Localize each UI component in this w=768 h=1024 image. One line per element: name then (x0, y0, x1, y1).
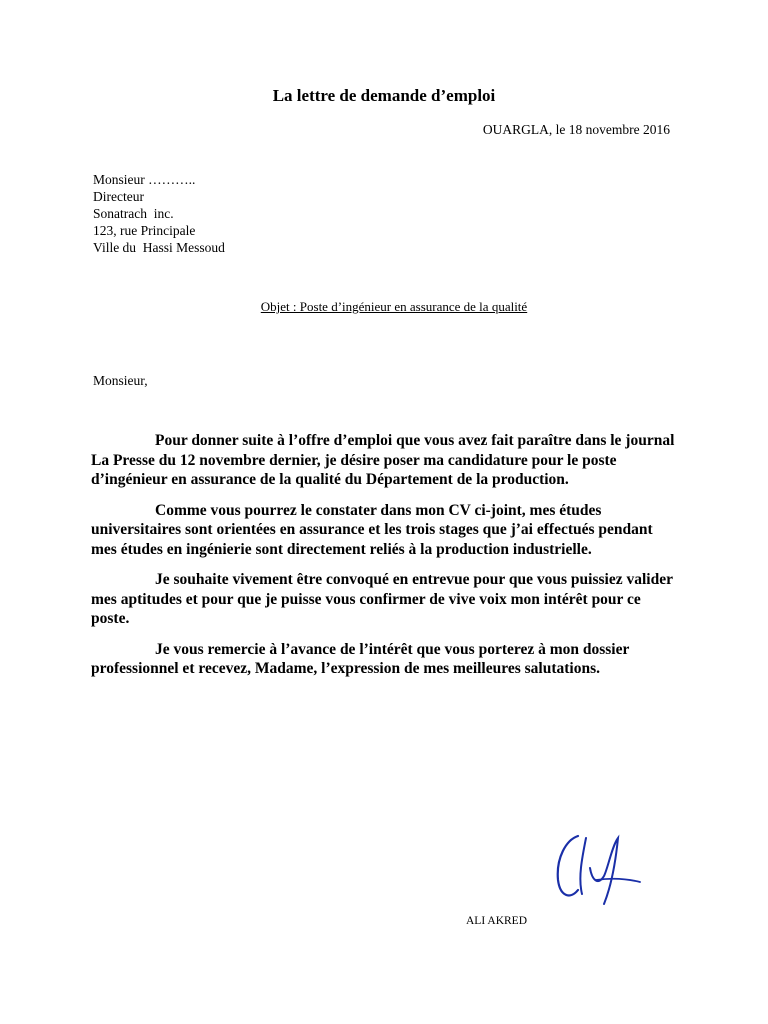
recipient-line: Directeur (93, 189, 144, 204)
body-paragraph: Pour donner suite à l’offre d’emploi que vous avez fait paraître dans le journal La Presse du 12 novembre dernier, je désire poser ma candidature pour le poste d’ingénieur en assurance de la qualité du Département de la production. (91, 432, 675, 488)
recipient-line: Ville du Hassi Messoud (93, 240, 225, 255)
salutation: Monsieur, (93, 373, 148, 388)
body-paragraph: Je vous remercie à l’avance de l’intérêt que vous porterez à mon dossier professionnel et recevez, Madame, l’expression de mes meilleures salutations. (91, 640, 630, 677)
date-line: OUARGLA, le 18 novembre 2016 (482, 122, 670, 137)
letter-title: La lettre de demande d’emploi (272, 86, 496, 105)
recipient-line: Monsieur ……….. (93, 172, 196, 187)
subject-line: Objet : Poste d’ingénieur en assurance de la qualité (260, 299, 528, 314)
recipient-address (93, 171, 225, 256)
recipient-line: Sonatrach inc. (93, 206, 174, 221)
recipient-line: 123, rue Principale (93, 223, 196, 238)
letter-body (91, 431, 681, 690)
signer-name: ALI AKRED (466, 915, 528, 927)
body-paragraph: Comme vous pourrez le constater dans mon CV ci-joint, mes études universitaires sont orientées en assurance et les trois stages que j’ai effectués pendant mes études en ingénierie sont directement reliés à la production industrielle. (91, 501, 653, 558)
handwritten-signature (548, 828, 648, 908)
body-paragraph: Je souhaite vivement être convoqué en entrevue pour que vous puissiez valider mes aptitudes et pour que je puisse vous confirmer de vive voix mon intérêt pour ce poste. (91, 571, 673, 627)
